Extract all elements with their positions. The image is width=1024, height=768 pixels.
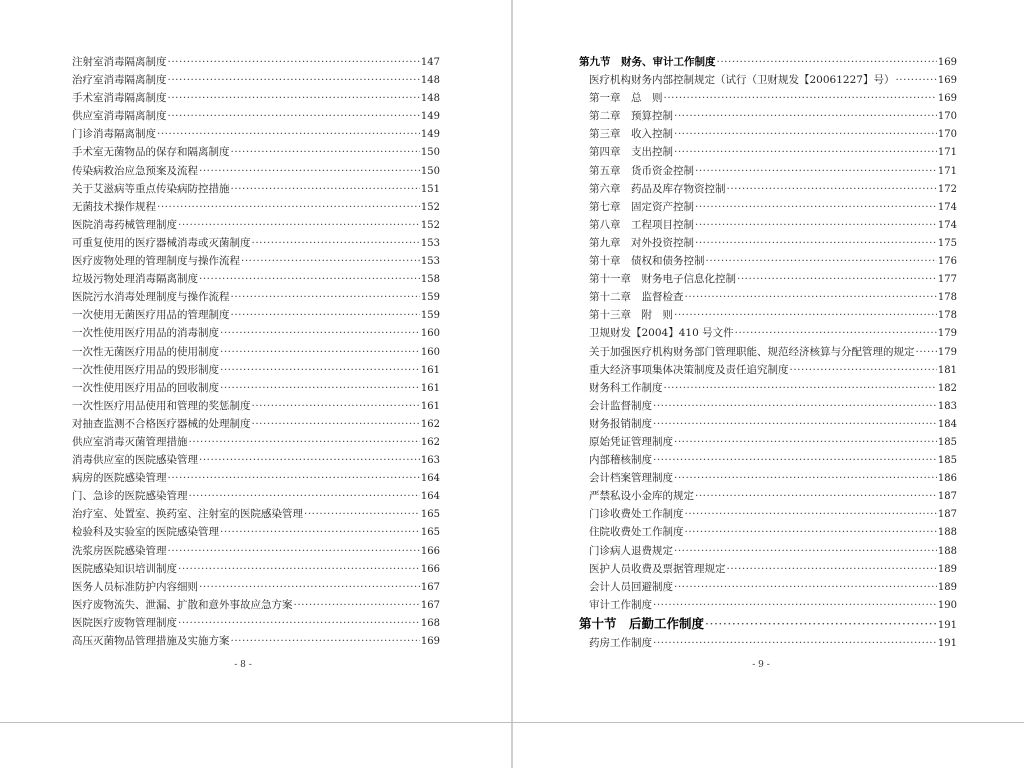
toc-entry — [72, 614, 440, 632]
toc-entry-page: 184 — [937, 418, 957, 430]
toc-entry — [72, 270, 440, 288]
toc-entry — [72, 596, 440, 614]
dot-leader — [674, 107, 937, 125]
dot-leader — [717, 53, 937, 71]
toc-entry-title: 第四章 支出控制 — [589, 146, 673, 159]
toc-entry — [579, 487, 957, 505]
toc-entry-title: 第九节 财务、审计工作制度 — [579, 56, 716, 68]
toc-entry-title: 一次使用无菌医疗用品的管理制度 — [72, 309, 230, 322]
toc-entry-page: 169 — [937, 75, 957, 87]
toc-entry-title: 原始凭证管理制度 — [589, 435, 673, 448]
dot-leader — [304, 505, 420, 523]
toc-list-right — [579, 53, 957, 652]
toc-entry-title: 第十三章 附 则 — [589, 309, 673, 322]
toc-entry-title: 内部稽核制度 — [589, 454, 652, 467]
toc-entry — [579, 578, 957, 596]
dot-leader — [685, 523, 937, 541]
toc-entry — [72, 451, 440, 469]
toc-entry-page: 153 — [420, 237, 440, 249]
toc-entry-page: 166 — [420, 545, 440, 557]
toc-entry-title: 重大经济事项集体决策制度及责任追究制度 — [589, 363, 789, 376]
toc-entry-page: 187 — [937, 509, 957, 521]
dot-leader — [674, 542, 937, 560]
toc-entry — [579, 469, 957, 487]
dot-leader — [231, 143, 420, 161]
toc-entry-title: 会计监督制度 — [589, 399, 652, 412]
toc-entry — [579, 107, 957, 125]
toc-entry-page: 152 — [420, 219, 440, 231]
toc-entry — [579, 198, 957, 216]
toc-entry — [579, 451, 957, 469]
toc-entry — [72, 324, 440, 342]
toc-entry — [72, 361, 440, 379]
dot-leader — [706, 252, 937, 270]
dot-leader — [220, 523, 420, 541]
toc-entry — [72, 53, 440, 71]
toc-entry — [72, 505, 440, 523]
dot-leader — [178, 614, 420, 632]
toc-entry-title: 关于艾滋病等重点传染病防控措施 — [72, 182, 230, 195]
toc-entry-title: 门诊收费处工作制度 — [589, 508, 684, 521]
toc-entry-title: 门诊消毒隔离制度 — [72, 128, 156, 141]
bottom-rule — [0, 722, 1024, 723]
toc-entry-page: 168 — [420, 617, 440, 629]
dot-leader — [199, 162, 420, 180]
toc-entry — [579, 71, 957, 89]
toc-entry — [579, 180, 957, 198]
toc-entry — [72, 234, 440, 252]
toc-entry-title: 第二章 预算控制 — [589, 110, 673, 123]
dot-leader — [674, 433, 937, 451]
toc-entry — [579, 162, 957, 180]
dot-leader — [231, 288, 420, 306]
toc-entry-page: 185 — [937, 436, 957, 448]
toc-entry — [72, 107, 440, 125]
toc-entry-title: 第十章 债权和债务控制 — [589, 255, 705, 268]
toc-entry-page: 177 — [937, 274, 957, 286]
toc-entry-title: 会计档案管理制度 — [589, 472, 673, 485]
toc-entry — [72, 433, 440, 451]
dot-leader — [294, 596, 420, 614]
dot-leader — [252, 415, 420, 433]
toc-entry-page: 179 — [937, 346, 957, 358]
toc-entry — [579, 379, 957, 397]
toc-entry-page: 149 — [420, 111, 440, 123]
toc-entry-page: 161 — [420, 364, 440, 376]
dot-leader — [674, 469, 937, 487]
toc-entry-page: 152 — [420, 201, 440, 213]
toc-entry — [579, 234, 957, 252]
dot-leader — [199, 451, 420, 469]
toc-entry-page: 191 — [937, 637, 957, 649]
toc-entry-page: 169 — [937, 93, 957, 105]
toc-entry-page: 148 — [420, 75, 440, 87]
dot-leader — [790, 361, 937, 379]
toc-entry — [72, 560, 440, 578]
page-number-left: - 8 - — [234, 660, 252, 670]
dot-leader — [705, 614, 937, 634]
dot-leader — [674, 143, 937, 161]
toc-entry-page: 148 — [420, 93, 440, 105]
toc-entry-title: 注射室消毒隔离制度 — [72, 56, 167, 68]
dot-leader — [220, 361, 420, 379]
dot-leader — [220, 343, 420, 361]
toc-entry-page: 164 — [420, 473, 440, 485]
dot-leader — [695, 216, 937, 234]
toc-entry-title: 检验科及实验室的医院感染管理 — [72, 526, 219, 539]
dot-leader — [168, 89, 420, 107]
toc-entry-page: 182 — [937, 382, 957, 394]
toc-entry — [579, 560, 957, 578]
toc-entry-title: 传染病救治应急预案及流程 — [72, 164, 198, 177]
dot-leader — [157, 198, 420, 216]
dot-leader — [685, 505, 937, 523]
toc-entry-page: 169 — [420, 636, 440, 647]
toc-entry-page: 189 — [937, 581, 957, 593]
toc-entry — [72, 487, 440, 505]
toc-entry-page: 165 — [420, 527, 440, 539]
toc-entry-title: 会计人员回避制度 — [589, 580, 673, 593]
toc-entry — [579, 89, 957, 107]
toc-entry-title: 手术室消毒隔离制度 — [72, 92, 167, 105]
dot-leader — [220, 324, 420, 342]
toc-entry-page: 166 — [420, 563, 440, 575]
toc-entry-page: 165 — [420, 509, 440, 521]
toc-entry-page: 176 — [937, 256, 957, 268]
toc-entry-title: 第九章 对外投资控制 — [589, 236, 694, 249]
toc-entry-title: 审计工作制度 — [589, 598, 652, 611]
toc-entry-page: 170 — [937, 129, 957, 141]
toc-entry-title: 医疗废物流失、泄漏、扩散和意外事故应急方案 — [72, 598, 293, 611]
toc-entry-page: 160 — [420, 328, 440, 340]
toc-entry — [72, 397, 440, 415]
dot-leader — [895, 71, 936, 89]
toc-entry-page: 175 — [937, 237, 957, 249]
toc-entry-title: 第十节 后勤工作制度 — [579, 615, 705, 631]
toc-entry-title: 医疗废物处理的管理制度与操作流程 — [72, 255, 240, 268]
toc-entry-page: 153 — [420, 256, 440, 268]
dot-leader — [189, 433, 420, 451]
dot-leader — [199, 270, 420, 288]
toc-entry — [72, 469, 440, 487]
toc-entry — [579, 324, 957, 342]
toc-entry-page: 178 — [937, 310, 957, 322]
toc-entry-page: 161 — [420, 400, 440, 412]
toc-entry — [72, 343, 440, 361]
toc-entry-title: 第三章 收入控制 — [589, 128, 673, 141]
toc-entry-page: 161 — [420, 382, 440, 394]
toc-entry — [72, 542, 440, 560]
toc-entry — [72, 415, 440, 433]
dot-leader — [168, 71, 420, 89]
toc-entry-title: 门、急诊的医院感染管理 — [72, 490, 188, 503]
dot-leader — [737, 270, 937, 288]
toc-entry-page: 178 — [937, 292, 957, 304]
dot-leader — [653, 451, 937, 469]
toc-entry — [579, 216, 957, 234]
toc-entry-page: 150 — [420, 147, 440, 159]
toc-entry-title: 医院医疗废物管理制度 — [72, 616, 177, 629]
toc-entry-page: 191 — [937, 619, 957, 631]
toc-entry-title: 医务人员标准防护内容细则 — [72, 580, 198, 593]
dot-leader — [231, 180, 420, 198]
toc-entry-title: 供应室消毒灭菌管理措施 — [72, 435, 188, 448]
toc-entry-title: 第五章 货币资金控制 — [589, 164, 694, 177]
toc-entry-page: 172 — [937, 183, 957, 195]
toc-entry-title: 门诊病人退费规定 — [589, 544, 673, 557]
toc-entry-title: 第六章 药品及库存物资控制 — [589, 182, 726, 195]
toc-entry-title: 治疗室消毒隔离制度 — [72, 74, 167, 87]
toc-entry-page: 150 — [420, 165, 440, 177]
toc-entry-title: 财务科工作制度 — [589, 381, 663, 394]
toc-entry-title: 垃圾污物处理消毒隔离制度 — [72, 273, 198, 286]
toc-entry — [72, 288, 440, 306]
toc-entry-title: 医院污水消毒处理制度与操作流程 — [72, 291, 230, 304]
dot-leader — [220, 379, 420, 397]
toc-entry-page: 158 — [420, 274, 440, 286]
toc-entry — [72, 162, 440, 180]
toc-entry — [579, 505, 957, 523]
dot-leader — [168, 469, 420, 487]
dot-leader — [685, 288, 937, 306]
dot-leader — [231, 306, 420, 324]
toc-entry-title: 第八章 工程项目控制 — [589, 218, 694, 231]
toc-entry-title: 医护人员收费及票据管理规定 — [589, 562, 726, 575]
dot-leader — [168, 107, 420, 125]
dot-leader — [189, 487, 420, 505]
toc-entry-page: 149 — [420, 129, 440, 141]
toc-entry-page: 187 — [937, 491, 957, 503]
dot-leader — [252, 234, 420, 252]
toc-entry — [72, 523, 440, 541]
dot-leader — [178, 216, 420, 234]
toc-entry-page: 174 — [937, 219, 957, 231]
toc-entry-title: 财务报销制度 — [589, 417, 652, 430]
toc-entry — [579, 614, 957, 634]
toc-entry-title: 消毒供应室的医院感染管理 — [72, 454, 198, 467]
dot-leader — [653, 415, 937, 433]
dot-leader — [231, 632, 420, 650]
toc-entry-title: 无菌技术操作规程 — [72, 200, 156, 213]
toc-entry — [579, 53, 957, 71]
toc-entry — [72, 306, 440, 324]
toc-entry-page: 164 — [420, 491, 440, 503]
toc-entry — [72, 198, 440, 216]
toc-entry-page: 188 — [937, 545, 957, 557]
dot-leader — [674, 578, 937, 596]
toc-entry-page: 171 — [937, 147, 957, 159]
dot-leader — [916, 343, 937, 361]
toc-entry — [579, 306, 957, 324]
toc-entry — [579, 596, 957, 614]
toc-entry — [579, 415, 957, 433]
dot-leader — [653, 634, 937, 652]
toc-entry-title: 病房的医院感染管理 — [72, 472, 167, 485]
toc-entry-page: 174 — [937, 201, 957, 213]
toc-entry — [72, 125, 440, 143]
toc-entry-title: 可重复使用的医疗器械消毒或灭菌制度 — [72, 236, 251, 249]
toc-entry-page: 188 — [937, 527, 957, 539]
toc-entry-title: 第十一章 财务电子信息化控制 — [589, 273, 736, 286]
dot-leader — [695, 198, 937, 216]
dot-leader — [252, 397, 420, 415]
dot-leader — [653, 397, 937, 415]
toc-entry-title: 第七章 固定资产控制 — [589, 200, 694, 213]
dot-leader — [241, 252, 420, 270]
toc-entry-title: 对抽查监测不合格医疗器械的处理制度 — [72, 417, 251, 430]
toc-entry — [579, 542, 957, 560]
toc-entry — [72, 89, 440, 107]
dot-leader — [157, 125, 420, 143]
toc-entry-page: 160 — [420, 346, 440, 358]
dot-leader — [674, 306, 937, 324]
toc-entry-title: 一次性无菌医疗用品的使用制度 — [72, 345, 219, 358]
toc-entry — [579, 343, 957, 361]
dot-leader — [727, 560, 937, 578]
toc-entry-title: 医院感染知识培训制度 — [72, 562, 177, 575]
toc-entry — [579, 288, 957, 306]
toc-entry-page: 185 — [937, 455, 957, 467]
toc-entry — [72, 632, 440, 650]
toc-entry-title: 一次性使用医疗用品的毁形制度 — [72, 363, 219, 376]
dot-leader — [695, 234, 937, 252]
dot-leader — [664, 379, 937, 397]
toc-entry-page: 162 — [420, 436, 440, 448]
toc-entry-page: 163 — [420, 455, 440, 467]
page-number-right: - 9 - — [752, 660, 770, 670]
dot-leader — [168, 542, 420, 560]
toc-entry-page: 186 — [937, 473, 957, 485]
toc-entry — [579, 634, 957, 652]
toc-entry — [579, 125, 957, 143]
toc-entry-page: 159 — [420, 310, 440, 322]
toc-entry-title: 关于加强医疗机构财务部门管理职能、规范经济核算与分配管理的规定 — [589, 345, 915, 358]
toc-entry-page: 179 — [937, 328, 957, 340]
toc-entry — [579, 397, 957, 415]
toc-entry-title: 医院消毒药械管理制度 — [72, 218, 177, 231]
toc-entry — [579, 143, 957, 161]
toc-entry-page: 170 — [937, 111, 957, 123]
toc-entry — [72, 143, 440, 161]
dot-leader — [199, 578, 420, 596]
toc-entry-page: 181 — [937, 364, 957, 376]
toc-entry-title: 严禁私设小金库的规定 — [589, 490, 694, 503]
toc-entry — [579, 361, 957, 379]
dot-leader — [674, 125, 937, 143]
toc-entry-page: 167 — [420, 599, 440, 611]
toc-entry-page: 169 — [937, 57, 957, 68]
toc-entry-title: 第一章 总 则 — [589, 92, 663, 105]
dot-leader — [695, 487, 937, 505]
toc-entry-title: 供应室消毒隔离制度 — [72, 110, 167, 123]
toc-entry-page: 171 — [937, 165, 957, 177]
dot-leader — [735, 324, 937, 342]
toc-entry-page: 159 — [420, 292, 440, 304]
toc-entry — [72, 578, 440, 596]
toc-entry-title: 洗浆房医院感染管理 — [72, 544, 167, 557]
toc-entry-page: 151 — [420, 183, 440, 195]
toc-entry-page: 183 — [937, 400, 957, 412]
toc-entry — [72, 71, 440, 89]
toc-entry-page: 147 — [420, 57, 440, 68]
toc-entry — [72, 379, 440, 397]
left-page — [0, 0, 511, 768]
toc-entry-title: 高压灭菌物品管理措施及实施方案 — [72, 635, 230, 647]
toc-entry-title: 治疗室、处置室、换药室、注射室的医院感染管理 — [72, 508, 303, 521]
toc-entry-title: 医疗机构财务内部控制规定（试行（卫财规发【20061227】号） — [589, 74, 895, 87]
dot-leader — [178, 560, 420, 578]
toc-entry — [72, 252, 440, 270]
toc-entry-title: 一次性医疗用品使用和管理的奖惩制度 — [72, 399, 251, 412]
toc-entry-page: 162 — [420, 418, 440, 430]
toc-entry — [579, 433, 957, 451]
right-page — [513, 0, 1024, 768]
toc-entry-title: 药房工作制度 — [589, 636, 652, 649]
toc-entry-title: 一次性使用医疗用品的消毒制度 — [72, 327, 219, 340]
dot-leader — [727, 180, 937, 198]
dot-leader — [653, 596, 937, 614]
dot-leader — [664, 89, 937, 107]
toc-entry — [579, 270, 957, 288]
toc-entry-page: 189 — [937, 563, 957, 575]
toc-entry-title: 手术室无菌物品的保存和隔离制度 — [72, 146, 230, 159]
toc-entry — [579, 252, 957, 270]
toc-entry — [72, 180, 440, 198]
toc-entry — [579, 523, 957, 541]
dot-leader — [168, 53, 420, 71]
toc-entry — [72, 216, 440, 234]
toc-entry-page: 190 — [937, 599, 957, 611]
toc-list-left — [72, 53, 440, 650]
toc-entry-title: 第十二章 监督检查 — [589, 291, 684, 304]
toc-entry-title: 一次性使用医疗用品的回收制度 — [72, 381, 219, 394]
toc-entry-page: 167 — [420, 581, 440, 593]
toc-entry-title: 卫规财发【2004】410 号文件 — [589, 327, 734, 340]
dot-leader — [695, 162, 937, 180]
toc-entry-title: 住院收费处工作制度 — [589, 526, 684, 539]
